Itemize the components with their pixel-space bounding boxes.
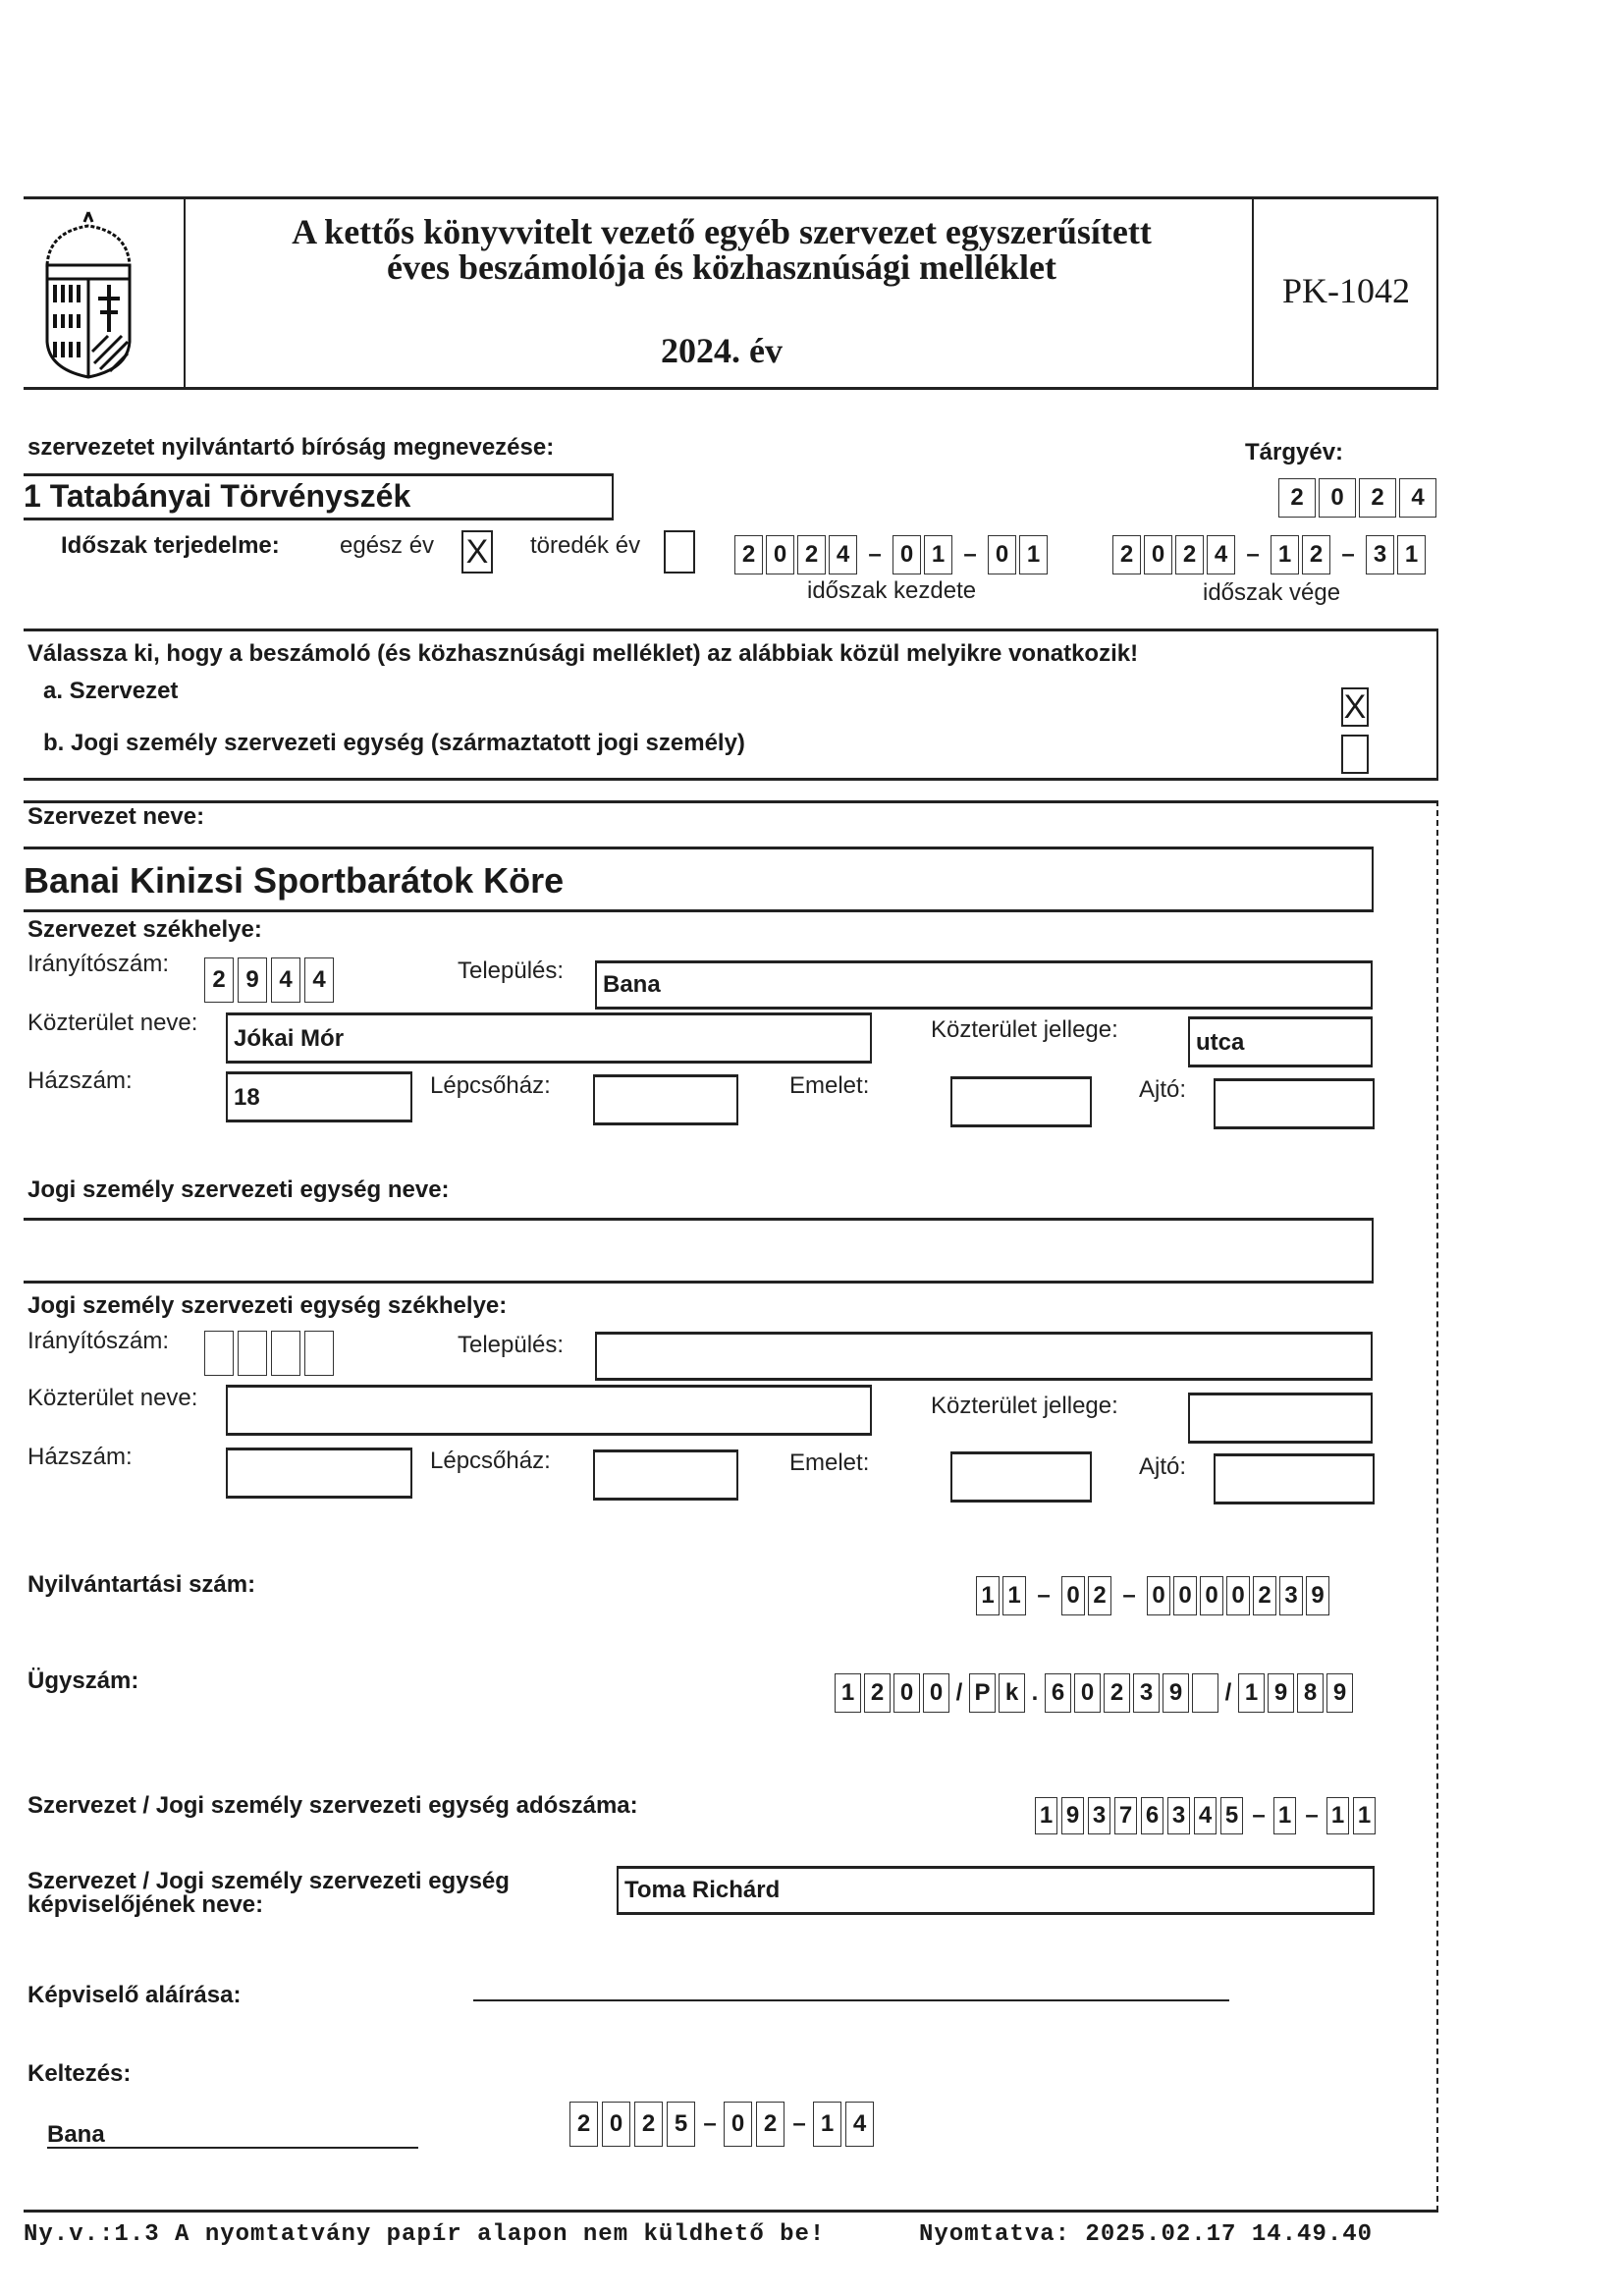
digit-cell[interactable]: 1: [1035, 1797, 1057, 1834]
period-start-caption: időszak kezdete: [807, 577, 977, 604]
court-label: szervezetet nyilvántartó bíróság megnevezése:: [27, 434, 555, 461]
dash-separator: –: [792, 2110, 806, 2137]
digit-cell[interactable]: 4: [845, 2102, 874, 2147]
digit-cell[interactable]: 1: [813, 2102, 841, 2147]
digit-cell[interactable]: 4: [271, 957, 300, 1003]
digit-cell[interactable]: 2: [634, 2102, 663, 2147]
digit-cell[interactable]: 2: [1278, 478, 1316, 518]
digit-cell[interactable]: 6: [1141, 1797, 1163, 1834]
period-label: Időszak terjedelme:: [61, 532, 280, 559]
digit-cell[interactable]: P: [969, 1673, 996, 1713]
org-zip-label: Irányítószám:: [27, 951, 170, 977]
digit-cell[interactable]: 2: [1104, 1673, 1130, 1713]
registry-number-field[interactable]: [976, 1576, 1332, 1615]
digit-cell[interactable]: 9: [1326, 1673, 1353, 1713]
dating-label: Keltezés:: [27, 2060, 132, 2087]
dash-separator: –: [1122, 1582, 1136, 1609]
scope-box-bottom: [24, 778, 1438, 781]
org-house-field[interactable]: [226, 1071, 412, 1122]
digit-cell[interactable]: 1: [924, 535, 952, 574]
digit-cell[interactable]: 2: [734, 535, 763, 574]
signature-line[interactable]: [473, 1999, 1229, 2001]
digit-cell[interactable]: 2: [864, 1673, 891, 1713]
slash-separator: /: [955, 1679, 963, 1706]
digit-cell[interactable]: [204, 1331, 234, 1376]
org-city-value: Bana: [603, 971, 661, 998]
unit-zip-label: Irányítószám:: [27, 1328, 170, 1354]
digit-cell[interactable]: 0: [893, 535, 921, 574]
digit-cell[interactable]: 2: [204, 957, 234, 1003]
digit-cell[interactable]: 0: [1319, 478, 1356, 518]
footer-printed-timestamp: Nyomtatva: 2025.02.17 14.49.40: [919, 2221, 1374, 2248]
digit-cell[interactable]: 0: [766, 535, 794, 574]
digit-cell[interactable]: k: [999, 1673, 1025, 1713]
digit-cell[interactable]: 2: [1253, 1576, 1276, 1615]
footer-version-note: Ny.v.:1.3 A nyomtatvány papír alapon nem küldhető be!: [24, 2221, 826, 2248]
subject-year-label: Tárgyév:: [1245, 439, 1344, 465]
org-seat-label: Szervezet székhelye:: [27, 916, 262, 943]
digit-cell[interactable]: 0: [1147, 1576, 1170, 1615]
scope-option-a-label: a. Szervezet: [43, 678, 179, 704]
form-title-line2: éves beszámolója és közhasznúsági melléklet: [387, 247, 1056, 287]
org-stair-label: Lépcsőház:: [430, 1072, 551, 1099]
header-divider: [184, 196, 186, 390]
unit-name-label: Jogi személy szervezeti egység neve:: [27, 1176, 450, 1203]
digit-cell[interactable]: 0: [1144, 535, 1172, 574]
digit-cell[interactable]: 3: [1133, 1673, 1160, 1713]
scope-box-top: [24, 629, 1438, 631]
unit-house-field[interactable]: [226, 1448, 412, 1499]
digit-cell[interactable]: 4: [1207, 535, 1235, 574]
digit-cell[interactable]: 1: [1002, 1576, 1026, 1615]
digit-cell[interactable]: 9: [1163, 1673, 1189, 1713]
main-frame-right: [1436, 800, 1438, 2212]
form-title-line1: A kettős könyvvitelt vezető egyéb szervezet egyszerűsített: [292, 212, 1152, 251]
slash-separator: /: [1224, 1679, 1232, 1706]
org-street-value: Jókai Mór: [234, 1025, 345, 1052]
unit-floor-label: Emelet:: [789, 1449, 870, 1476]
form-code: PK-1042: [1281, 271, 1410, 310]
digit-cell[interactable]: [271, 1331, 300, 1376]
unit-stair-label: Lépcsőház:: [430, 1448, 551, 1474]
unit-city-label: Település:: [458, 1332, 565, 1358]
digit-cell[interactable]: 1: [1238, 1673, 1265, 1713]
digit-cell[interactable]: 0: [602, 2102, 630, 2147]
court-box-bottom: [24, 518, 614, 520]
digit-cell[interactable]: 0: [1226, 1576, 1250, 1615]
digit-cell[interactable]: 2: [1302, 535, 1330, 574]
digit-cell[interactable]: 0: [893, 1673, 920, 1713]
scope-option-b-label: b. Jogi személy szervezeti egység (származtatott jogi személy): [43, 730, 745, 756]
case-number-label: Ügyszám:: [27, 1667, 139, 1694]
digit-cell[interactable]: 5: [667, 2102, 695, 2147]
period-end-field[interactable]: [1112, 535, 1429, 574]
org-city-field[interactable]: [595, 960, 1373, 1010]
tax-number-label: Szervezet / Jogi személy szervezeti egység adószáma:: [27, 1792, 638, 1819]
org-house-value: 18: [234, 1084, 260, 1111]
tax-number-field[interactable]: [1035, 1797, 1380, 1834]
digit-cell[interactable]: 0: [1061, 1576, 1085, 1615]
unit-name-box-top: [24, 1218, 1374, 1221]
dash-separator: –: [1252, 1802, 1266, 1829]
dating-place-line: [47, 2147, 418, 2149]
digit-cell[interactable]: 0: [1173, 1576, 1197, 1615]
partial-year-label: töredék év: [530, 532, 641, 559]
org-door-field[interactable]: [1214, 1078, 1375, 1129]
org-stair-field[interactable]: [593, 1074, 738, 1125]
registry-label: Nyilvántartási szám:: [27, 1571, 256, 1598]
org-street-field[interactable]: [226, 1012, 872, 1064]
scope-box-right: [1436, 629, 1438, 781]
digit-cell[interactable]: 8: [1297, 1673, 1324, 1713]
digit-cell[interactable]: 7: [1114, 1797, 1137, 1834]
representative-name-field[interactable]: [617, 1866, 1375, 1915]
form-year-title: 2024. év: [661, 331, 783, 370]
org-floor-field[interactable]: [950, 1076, 1092, 1127]
header-divider: [1252, 196, 1254, 390]
digit-cell[interactable]: 3: [1167, 1797, 1190, 1834]
court-box-top: [24, 473, 614, 476]
unit-street-type-label: Közterület jellege:: [931, 1393, 1118, 1419]
digit-cell[interactable]: 4: [304, 957, 334, 1003]
digit-cell[interactable]: 0: [923, 1673, 949, 1713]
dash-separator: –: [963, 541, 977, 568]
unit-seat-label: Jogi személy szervezeti egység székhelye:: [27, 1292, 508, 1319]
unit-name-box-right: [1372, 1218, 1374, 1283]
digit-cell[interactable]: 1: [835, 1673, 861, 1713]
digit-cell[interactable]: 1: [1271, 535, 1299, 574]
main-frame-top: [24, 800, 1438, 803]
digit-cell[interactable]: 9: [238, 957, 267, 1003]
case-number-field[interactable]: [835, 1673, 1356, 1713]
unit-name-box-bottom: [24, 1281, 1374, 1284]
digit-cell[interactable]: 2: [797, 535, 826, 574]
org-name-field[interactable]: Banai Kinizsi Sportbarátok Köre: [24, 860, 565, 901]
coat-of-arms-icon: [39, 204, 137, 381]
partial-year-checkbox[interactable]: [664, 530, 695, 574]
unit-door-field[interactable]: [1214, 1453, 1375, 1504]
digit-cell[interactable]: 1: [1019, 535, 1048, 574]
unit-stair-field[interactable]: [593, 1449, 738, 1501]
digit-cell[interactable]: 9: [1268, 1673, 1294, 1713]
unit-street-label: Közterület neve:: [27, 1385, 198, 1411]
org-door-label: Ajtó:: [1139, 1076, 1187, 1103]
digit-cell[interactable]: 9: [1061, 1797, 1084, 1834]
scope-option-b-checkbox[interactable]: [1341, 735, 1369, 774]
digit-cell[interactable]: 0: [988, 535, 1016, 574]
dating-place-field[interactable]: Bana: [47, 2121, 105, 2148]
header-bottom-border: [24, 387, 1438, 390]
digit-cell[interactable]: 1: [1397, 535, 1426, 574]
unit-street-field[interactable]: [226, 1385, 872, 1436]
representative-name-value: Toma Richárd: [624, 1877, 781, 1903]
representative-label-line2: képviselőjének neve:: [27, 1891, 264, 1918]
unit-street-type-field[interactable]: [1188, 1393, 1373, 1444]
period-end-caption: időszak vége: [1203, 579, 1341, 606]
org-street-label: Közterület neve:: [27, 1010, 198, 1036]
unit-city-field[interactable]: [595, 1332, 1373, 1381]
digit-cell[interactable]: 4: [1194, 1797, 1217, 1834]
digit-cell[interactable]: 9: [1306, 1576, 1329, 1615]
dash-separator: –: [1341, 541, 1355, 568]
dating-date-field[interactable]: [569, 2102, 878, 2147]
digit-cell[interactable]: 0: [1200, 1576, 1223, 1615]
org-street-type-label: Közterület jellege:: [931, 1016, 1118, 1043]
org-city-label: Település:: [458, 957, 565, 984]
org-name-box-bottom: [24, 909, 1374, 912]
representative-label-line1: Szervezet / Jogi személy szervezeti egység: [27, 1868, 510, 1894]
dash-separator: –: [1305, 1802, 1319, 1829]
signature-label: Képviselő aláírása:: [27, 1982, 242, 2008]
org-street-type-value: utca: [1196, 1029, 1245, 1056]
header-top-border: [24, 196, 1438, 199]
unit-zip-field[interactable]: [204, 1331, 338, 1376]
digit-cell[interactable]: 6: [1045, 1673, 1071, 1713]
digit-cell[interactable]: 1: [1326, 1797, 1349, 1834]
digit-cell[interactable]: 2: [1112, 535, 1141, 574]
digit-cell[interactable]: [238, 1331, 267, 1376]
digit-cell[interactable]: 1: [1273, 1797, 1296, 1834]
digit-cell[interactable]: [1192, 1673, 1218, 1713]
digit-cell[interactable]: 3: [1088, 1797, 1110, 1834]
dash-separator: –: [703, 2110, 717, 2137]
unit-floor-field[interactable]: [950, 1451, 1092, 1503]
digit-cell[interactable]: [304, 1331, 334, 1376]
org-zip-field[interactable]: [204, 957, 338, 1003]
digit-cell[interactable]: 2: [1175, 535, 1204, 574]
digit-cell[interactable]: 2: [1359, 478, 1396, 518]
unit-door-label: Ajtó:: [1139, 1453, 1187, 1480]
digit-cell[interactable]: 0: [724, 2102, 752, 2147]
dash-separator: –: [868, 541, 882, 568]
digit-cell[interactable]: 1: [1353, 1797, 1376, 1834]
org-floor-label: Emelet:: [789, 1072, 870, 1099]
org-name-label: Szervezet neve:: [27, 803, 205, 830]
digit-cell[interactable]: 2: [1088, 1576, 1111, 1615]
org-street-type-field[interactable]: [1188, 1016, 1373, 1067]
unit-house-label: Házszám:: [27, 1444, 133, 1470]
scope-question: Válassza ki, hogy a beszámoló (és közhasznúsági melléklet) az alábbiak közül melyikre vonatkozik!: [27, 640, 1139, 667]
dot-separator: .: [1031, 1679, 1039, 1706]
court-box-right: [612, 473, 614, 519]
org-name-box-right: [1372, 847, 1374, 911]
court-name-field[interactable]: 1 Tatabányai Törvényszék: [24, 478, 411, 514]
digit-cell[interactable]: 3: [1366, 535, 1394, 574]
digit-cell[interactable]: 4: [829, 535, 857, 574]
digit-cell[interactable]: 1: [976, 1576, 1000, 1615]
dash-separator: –: [1037, 1582, 1051, 1609]
digit-cell[interactable]: 0: [1074, 1673, 1101, 1713]
org-name-box-top: [24, 847, 1374, 849]
digit-cell[interactable]: 2: [569, 2102, 598, 2147]
dash-separator: –: [1246, 541, 1260, 568]
digit-cell[interactable]: 5: [1220, 1797, 1243, 1834]
scope-option-a-checkbox[interactable]: X: [1341, 687, 1369, 727]
digit-cell[interactable]: 2: [756, 2102, 784, 2147]
main-frame-bottom: [24, 2210, 1438, 2213]
full-year-checkbox[interactable]: X: [461, 530, 493, 574]
digit-cell[interactable]: 4: [1399, 478, 1436, 518]
period-start-field[interactable]: [734, 535, 1051, 574]
subject-year-field[interactable]: [1278, 478, 1439, 518]
header-right-border: [1436, 196, 1438, 390]
digit-cell[interactable]: 3: [1279, 1576, 1303, 1615]
org-house-label: Házszám:: [27, 1067, 133, 1094]
full-year-label: egész év: [340, 532, 435, 559]
